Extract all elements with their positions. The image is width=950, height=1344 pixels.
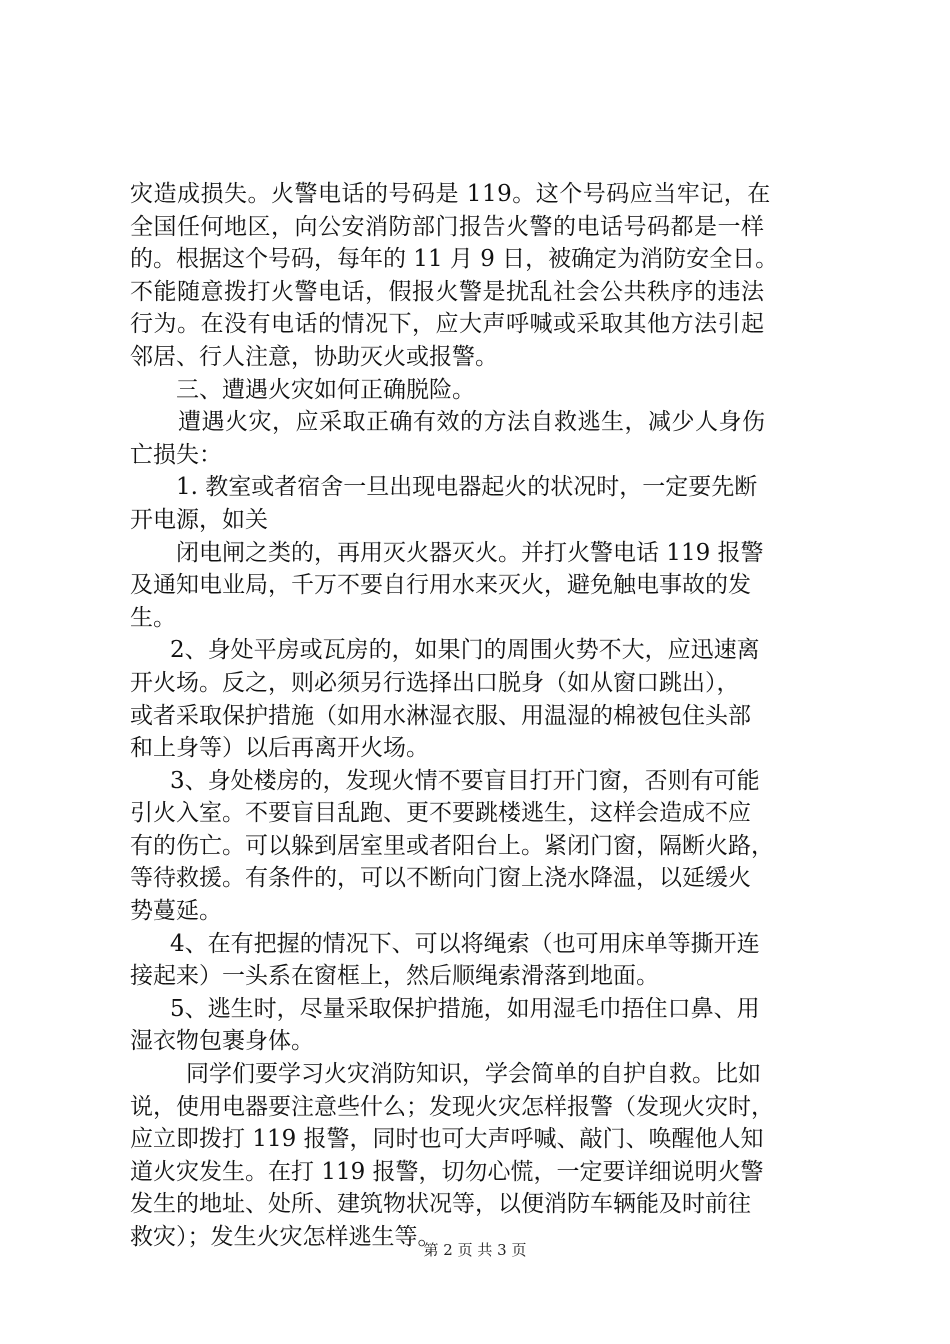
text-line: 接起来）一头系在窗框上，然后顺绳索滑落到地面。 [130, 963, 659, 990]
text-line: 应立即拨打 119 报警，同时也可大声呼喊、敲门、唤醒他人知 [130, 1126, 764, 1153]
text-line: 遭遇火灾，应采取正确有效的方法自救逃生，减少人身伤 [178, 409, 766, 436]
text-line: 亡损失： [130, 441, 222, 468]
text-line: 生。 [130, 604, 176, 631]
text-line: 全国任何地区，向公安消防部门报告火警的电话号码都是一样 [130, 213, 765, 240]
text-line: 行为。在没有电话的情况下，应大声呼喊或采取其他方法引起 [130, 311, 765, 338]
list-item-line: 2、身处平房或瓦房的，如果门的周围火势不大，应迅速离 [170, 637, 760, 664]
list-item-line: 3、身处楼房的，发现火情不要盲目打开门窗，否则有可能 [170, 767, 760, 794]
text-line: 等待救援。有条件的，可以不断向门窗上浇水降温，以延缓火 [130, 865, 751, 892]
text-line: 发生的地址、处所、建筑物状况等，以便消防车辆能及时前往 [130, 1191, 751, 1218]
text-line: 或者采取保护措施（如用水淋湿衣服、用温湿的棉被包住头部 [130, 702, 751, 729]
text-line: 灾造成损失。火警电话的号码是 119。这个号码应当牢记，在 [130, 181, 771, 207]
paragraph-start-line: 同学们要学习火灾消防知识，学会简单的自护自救。比如 [186, 1061, 761, 1088]
section-heading: 三、遭遇火灾如何正确脱险。 [176, 376, 475, 403]
text-line: 不能随意拨打火警电话，假报火警是扰乱社会公共秩序的违法 [130, 278, 765, 305]
text-line: 和上身等）以后再离开火场。 [130, 735, 429, 762]
text-line: 救灾）；发生火灾怎样逃生等。 [130, 1224, 441, 1250]
list-item-line: 5、逃生时，尽量采取保护措施，如用湿毛巾捂住口鼻、用 [170, 995, 760, 1022]
text-line: 湿衣物包裹身体。 [130, 1028, 314, 1055]
text-line: 的。根据这个号码，每年的 11 月 9 日，被确定为消防安全日。 [130, 246, 779, 273]
page-footer: 第 2 页 共 3 页 [423, 1241, 527, 1259]
text-line: 开火场。反之，则必须另行选择出口脱身（如从窗口跳出）， [130, 669, 740, 696]
text-line: 道火灾发生。在打 119 报警，切勿心慌，一定要详细说明火警 [130, 1158, 764, 1185]
text-line: 及通知电业局，千万不要自行用水来灭火，避免触电事故的发 [130, 572, 751, 599]
text-line: 有的伤亡。可以躲到居室里或者阳台上。紧闭门窗，隔断火路， [130, 832, 774, 859]
text-line: 开电源，如关 [130, 506, 268, 533]
text-line: 邻居、行人注意，协助灭火或报警。 [130, 343, 498, 370]
text-line: 闭电闸之类的，再用灭火器灭火。并打火警电话 119 报警 [176, 539, 764, 566]
list-item-line: 1. 教室或者宿舍一旦出现电器起火的状况时，一定要先断 [176, 474, 758, 501]
text-line: 说，使用电器要注意些什么；发现火灾怎样报警（发现火灾时， [130, 1093, 774, 1120]
list-item-line: 4、在有把握的情况下、可以将绳索（也可用床单等撕开连 [170, 930, 760, 957]
document-body [130, 178, 840, 1254]
text-line: 势蔓延。 [130, 898, 222, 925]
text-line: 引火入室。不要盲目乱跑、更不要跳楼逃生，这样会造成不应 [130, 800, 751, 827]
